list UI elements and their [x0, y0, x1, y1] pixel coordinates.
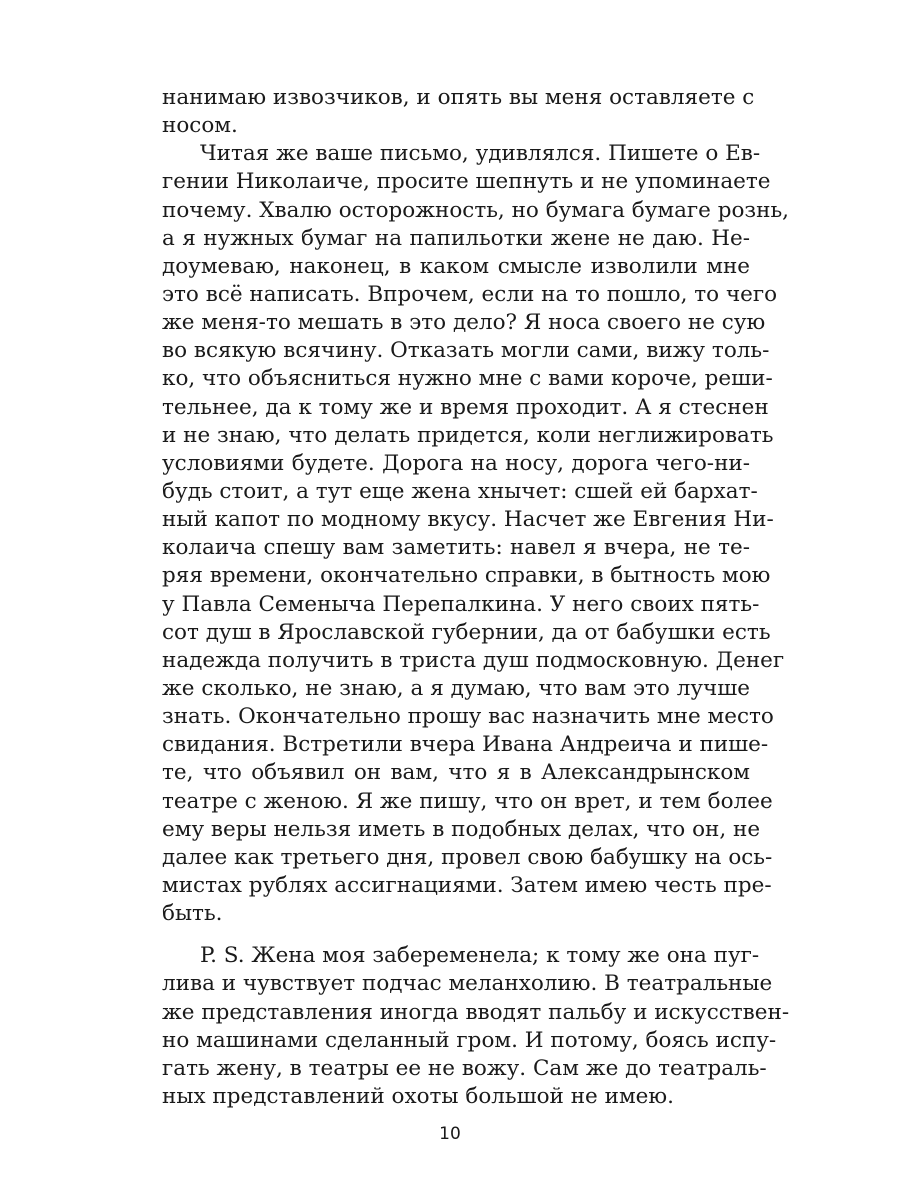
- text-line: мистах рублях ассигнациями. Затем имею честь пре-: [162, 872, 772, 898]
- text-line: почему. Хвалю осторожность, но бумага бумаге рознь,: [162, 197, 790, 223]
- text-line: нанимаю извозчиков, и опять вы меня оставляете с: [162, 85, 755, 110]
- text-line: быть.: [162, 901, 223, 927]
- text-line: те, что объявил он вам, что я в Александрынском: [162, 760, 750, 786]
- text-line: доумеваю, наконец, в каком смысле изволили мне: [162, 253, 750, 279]
- text-line: свидания. Встретили вчера Ивана Андреича и пише-: [162, 732, 769, 758]
- text-line: P. S. Жена моя забеременела; к тому же она пуг-: [200, 943, 760, 969]
- text-line: надежда получить в триста душ подмосковную. Денег: [162, 647, 785, 673]
- text-line: будь стоит, а тут еще жена хнычет: сшей ей бархат-: [162, 478, 758, 504]
- text-line: условиями будете. Дорога на носу, дорога чего-ни-: [162, 450, 750, 476]
- page-body-text: [162, 84, 790, 1111]
- text-line: театре с женою. Я же пишу, что он врет, и тем более: [162, 788, 773, 814]
- text-line: тельнее, да к тому же и время проходит. А я стеснен: [162, 394, 769, 420]
- text-line: а я нужных бумаг на папильотки жене не даю. Не-: [162, 225, 750, 251]
- text-line: у Павла Семеныча Перепалкина. У него своих пять-: [162, 591, 760, 617]
- text-line: же меня-то мешать в это дело? Я носа своего не сую: [162, 310, 766, 336]
- text-line: это всё написать. Впрочем, если на то пошло, то чего: [162, 281, 778, 307]
- text-line: далее как третьего дня, провел свою бабушку на ось-: [162, 844, 773, 870]
- text-line: лива и чувствует подчас меланхолию. В театральные: [162, 971, 773, 997]
- text-line: но машинами сделанный гром. И потому, боясь испу-: [162, 1027, 777, 1053]
- text-line: колаича спешу вам заметить: навел я вчера, не те-: [162, 535, 750, 561]
- text-line: ко, что объясниться нужно мне с вами короче, реши-: [162, 366, 773, 392]
- text-line: носом.: [162, 113, 238, 139]
- text-line: гении Николаиче, просите шепнуть и не упоминаете: [162, 169, 771, 195]
- text-line: Читая же ваше письмо, удивлялся. Пишете о Ев-: [200, 141, 761, 167]
- text-line: ный капот по модному вкусу. Насчет же Евгения Ни-: [162, 507, 774, 533]
- text-line: же представления иногда вводят пальбу и искусствен-: [162, 999, 790, 1025]
- text-line: знать. Окончательно прошу вас назначить мне место: [162, 704, 774, 730]
- text-line: гать жену, в театры ее не вожу. Сам же до театраль-: [162, 1055, 767, 1081]
- text-line: ему веры нельзя иметь в подобных делах, что он, не: [162, 816, 761, 842]
- text-line: во всякую всячину. Отказать могли сами, вижу толь-: [162, 338, 770, 364]
- text-line: ряя времени, окончательно справки, в бытность мою: [162, 563, 771, 589]
- text-line: ных представлений охоты большой не имею.: [162, 1083, 674, 1109]
- paragraph-spacer: [162, 928, 750, 942]
- text-line: и не знаю, что делать придется, коли неглижировать: [162, 422, 774, 448]
- page-number: 10: [439, 1124, 461, 1144]
- text-line: сот душ в Ярославской губернии, да от бабушки есть: [162, 619, 771, 645]
- text-line: же сколько, не знаю, а я думаю, что вам это лучше: [162, 675, 750, 701]
